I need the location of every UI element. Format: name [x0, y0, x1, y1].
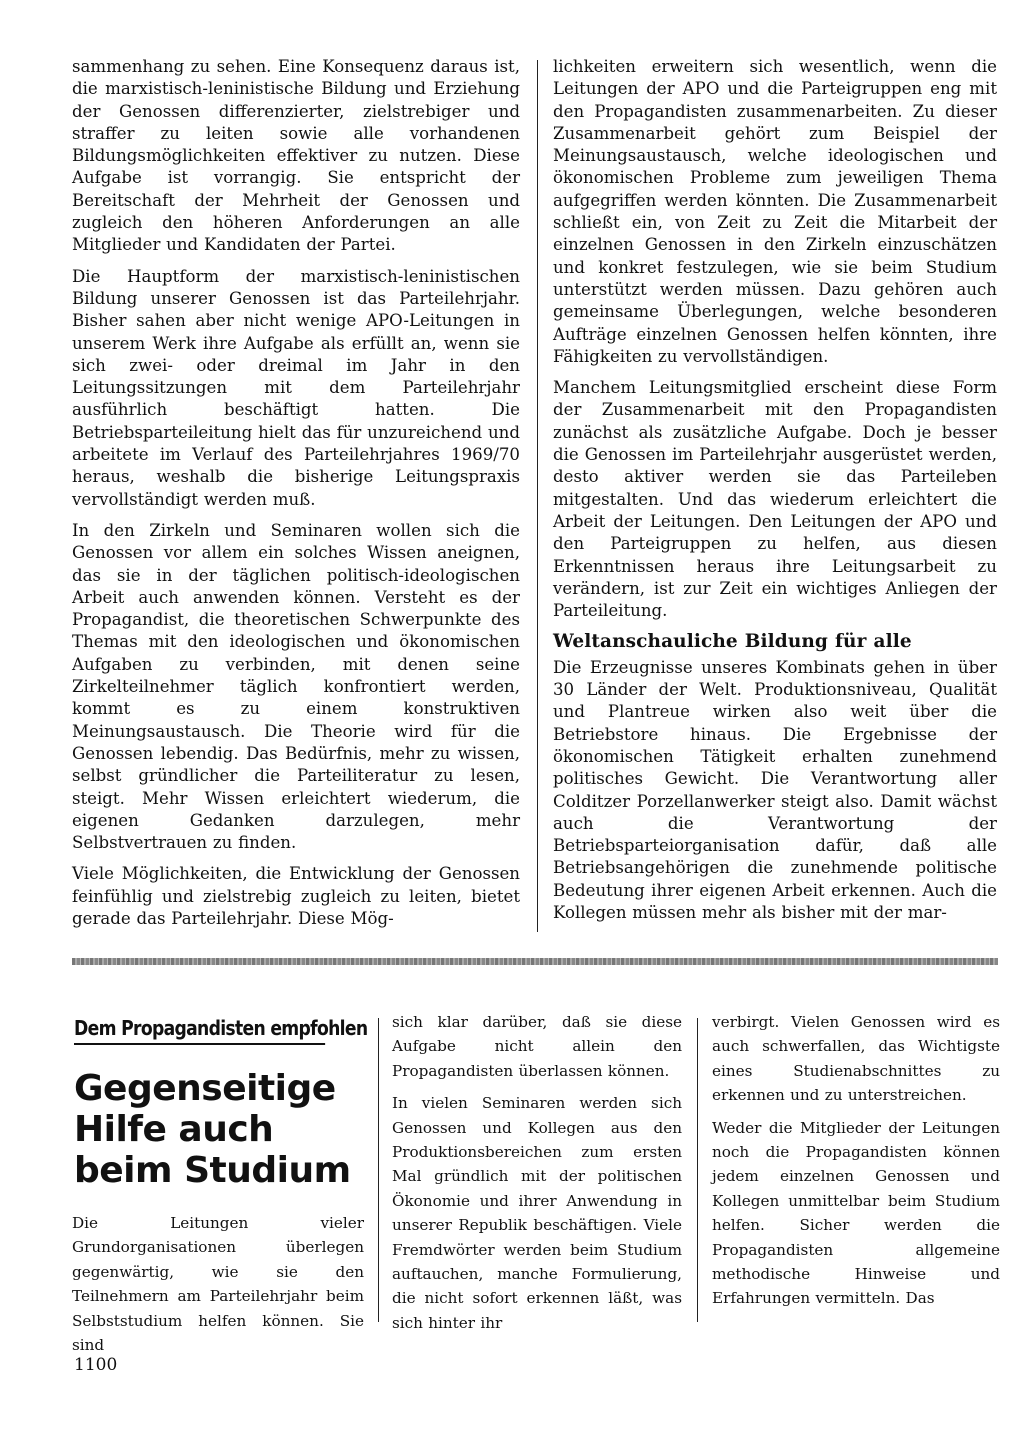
article-headline	[74, 1068, 374, 1191]
kicker-label: Dem Propagandisten empfohlen	[74, 1016, 325, 1045]
paragraph: Die Leitungen vieler Grundorganisationen überlegen gegenwärtig, wie sie den Teilnehmern am Parteilehrjahr beim Selbststudium helfen können. Sie sind	[72, 1214, 364, 1355]
paragraph: In vielen Seminaren werden sich Genossen und Kollegen aus den Produktionsbereichen zum ersten Mal gründlich mit der politischen Ökonomie und ihrer Anwendung in unserer Republik beschäftigen. Viele Fremdwörter werden beim Studium auftauchen, manche Formulierung, die nicht sofort erkennen läßt, was sich hinter ihr	[392, 1094, 682, 1332]
paragraph: sich klar darüber, daß sie diese Aufgabe nicht allein den Propagandisten überlassen können.	[392, 1013, 682, 1080]
paragraph: Weder die Mitglieder der Leitungen noch die Propagandisten können jedem einzelnen Genossen und Kollegen unmittelbar beim Studium helfen. Sicher werden die Propagandisten allgemeine methodische Hinweise und Erfahrungen vermitteln. Das	[712, 1118, 1000, 1308]
column-rule	[378, 1018, 379, 1322]
paragraph: Die Hauptform der marxistisch-leninistischen Bildung unserer Genossen ist das Parteilehrjahr. Bisher sahen aber nicht wenige APO-Leitungen in unserem Werk ihre Aufgabe als erfüllt an, wenn sie sich zwei- oder dreimal im Jahr in den Leitungssitzungen mit dem Parteilehrjahr ausführlich beschäftigt hatten. Die Betriebsparteileitung hielt das für unzureichend und arbeitete im Verlauf des Parteilehrjahres 1969/70 heraus, weshalb die bisherige Leitungspraxis vervollständigt werden muß.	[72, 266, 520, 509]
paragraph: Die Erzeugnisse unseres Kombinats gehen in über 30 Länder der Welt. Produktionsniveau, Qualität und Plantreue wirken also weit über die Betriebstore hinaus. Die Ergebnisse der ökonomischen Tätigkeit erhalten zunehmend politisches Gewicht. Die Verantwortung aller Colditzer Porzellanwerker steigt also. Damit wächst auch die Verantwortung der Betriebsparteiorganisation dafür, daß alle Betriebsangehörigen die zunehmende politische Bedeutung ihrer eigenen Arbeit erkennen. Auch die Kollegen müssen mehr als bisher mit der mar-	[553, 657, 997, 922]
bottom-column-3	[712, 1010, 1000, 1319]
top-left-column	[72, 56, 520, 939]
page-number: 1100	[74, 1355, 118, 1375]
paragraph: In den Zirkeln und Seminaren wollen sich die Genossen vor allem ein solches Wissen aneignen, das sie in der täglichen politisch-ideologischen Arbeit auch anwenden können. Versteht es der Propagandist, die theoretischen Schwerpunkte des Themas mit den ideologischen und ökonomischen Aufgaben zu verbinden, mit denen seine Zirkelteilnehmer täglich konfrontiert werden, kommt es zu einem konstruktiven Meinungsaustausch. Die Theorie wird für die Genossen lebendig. Das Bedürfnis, mehr zu wissen, selbst gründlicher die Parteiliteratur zu lesen, steigt. Mehr Wissen erleichtert wiederum, die eigenen Gedanken darzulegen, mehr Selbstvertrauen zu finden.	[72, 520, 520, 853]
paragraph: Manchem Leitungsmitglied erscheint diese Form der Zusammenarbeit mit den Propagandisten zunächst als zusätzliche Aufgabe. Doch je besser die Genossen im Parteilehrjahr ausgerüstet werden, desto aktiver werden sie das Parteileben mitgestalten. Und das wiederum erleichtert die Arbeit der Leitungen. Den Leitungen der APO und den Parteigruppen zu helfen, aus diesen Erkenntnissen heraus ihre Leitungsarbeit zu verändern, ist zur Zeit ein wichtiges Anliegen der Parteileitung.	[553, 378, 997, 621]
headline-line: Gegenseitige	[74, 1068, 336, 1109]
section-subheading: Weltanschauliche Bildung für alle	[553, 631, 912, 653]
headline-line: Hilfe auch	[74, 1109, 274, 1150]
column-rule	[537, 60, 538, 932]
paragraph: lichkeiten erweitern sich wesentlich, wenn die Leitungen der APO und die Parteigruppen eng mit den Propagandisten zusammenarbeiten. Zu dieser Zusammenarbeit gehört zum Beispiel der Meinungsaustausch, welche ideologischen und ökonomischen Probleme zum jeweiligen Thema aufgegriffen werden könnten. Die Zusammenarbeit schließt ein, von Zeit zu Zeit die Mitarbeit der einzelnen Genossen in den Zirkeln einzuschätzen und konkret festzulegen, wie sie beim Studium unterstützt werden müssen. Dazu gehören auch gemeinsame Überlegungen, welche besonderen Aufträge einzelnen Genossen helfen könnten, ihre Fähigkeiten zu vervollständigen.	[553, 57, 997, 366]
top-right-column	[553, 56, 997, 933]
paragraph: Viele Möglichkeiten, die Entwicklung der Genossen feinfühlig und zielstrebig zugleich zu leiten, bietet gerade das Parteilehrjahr. Diese Mög-	[72, 864, 520, 928]
section-divider	[72, 958, 998, 965]
bottom-column-1	[72, 1211, 364, 1365]
headline-line: beim Studium	[74, 1150, 351, 1191]
column-rule	[697, 1018, 698, 1322]
paragraph: sammenhang zu sehen. Eine Konsequenz daraus ist, die marxistisch-leninistische Bildung und Erziehung der Genossen differenzierter, zielstrebiger und straffer zu leiten sowie alle vorhandenen Bildungsmöglichkeiten effektiver zu nutzen. Diese Aufgabe ist vorrangig. Sie entspricht der Bereitschaft der Mehrheit der Genossen und zugleich den höheren Anforderungen an alle Mitglieder und Kandidaten der Partei.	[72, 57, 520, 255]
bottom-column-2	[392, 1010, 682, 1343]
paragraph: verbirgt. Vielen Genossen wird es auch schwerfallen, das Wichtigste eines Studienabschnittes zu erkennen und zu unterstreichen.	[712, 1013, 1000, 1105]
